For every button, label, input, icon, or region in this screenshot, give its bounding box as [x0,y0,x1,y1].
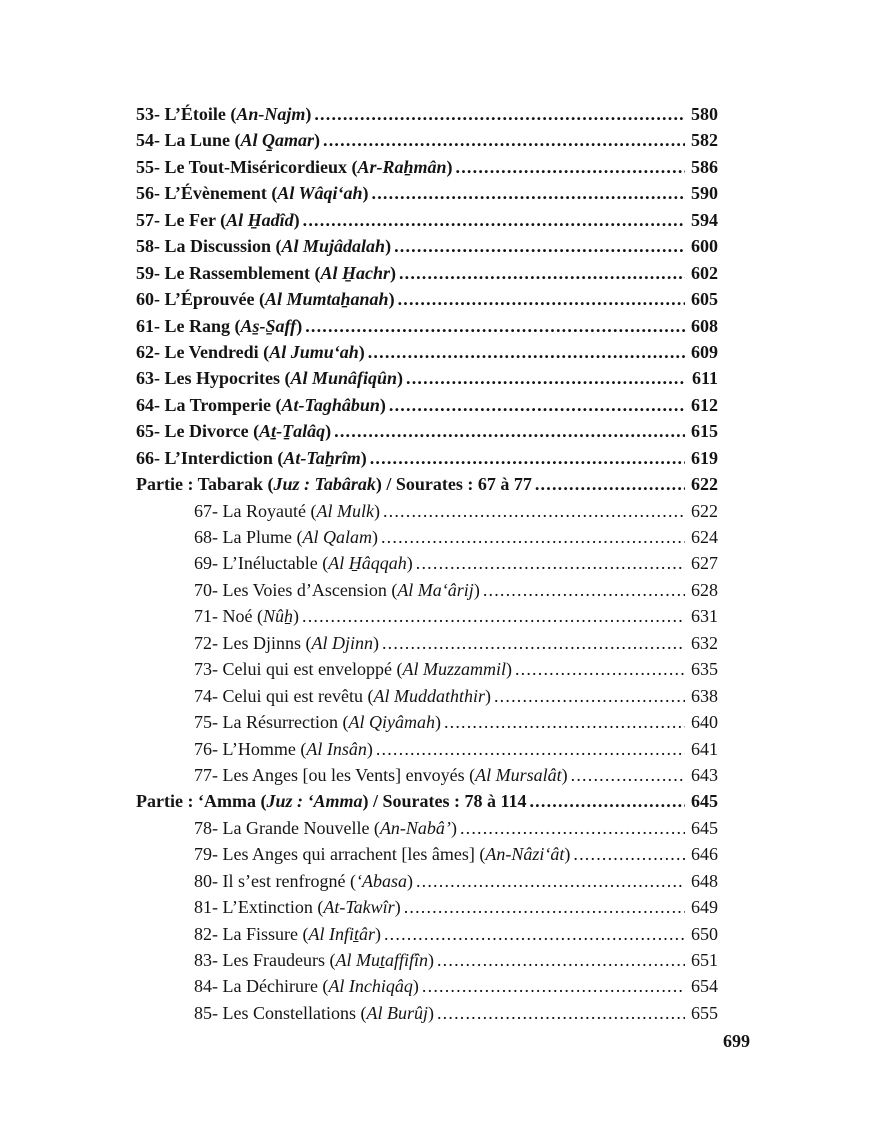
dot-leader [573,841,685,867]
toc-entry [136,524,718,550]
toc-entry-title [194,868,413,894]
dot-leader [399,260,685,286]
toc-entry-title [194,736,373,762]
toc-entry-title [136,180,369,206]
toc-entry-arabic-name: As̱-S̱aff [240,315,297,336]
toc-entry-title [136,392,386,418]
toc-entry [136,921,718,947]
toc-entry-page: 632 [691,632,718,653]
toc-entry-title [194,577,480,603]
toc-entry-title [194,550,413,576]
toc-entry-arabic-name: Al Qalam [302,527,372,547]
toc-entry-title [136,101,311,127]
dot-leader [372,180,685,206]
toc-entry [136,841,718,867]
toc-entry [136,207,718,233]
toc-entry-french-title: 66- L’Interdiction ( [136,447,284,468]
toc-entry-title-suffix: ) [372,632,379,653]
toc-entry [136,762,718,788]
dot-leader [444,709,685,735]
dot-leader [384,921,685,947]
toc-entry-page: 582 [691,130,718,151]
toc-entry-title-suffix: ) [296,315,303,336]
toc-entry-title-suffix: ) [450,817,457,838]
toc-entry-french-title: 69- L’Inéluctable ( [194,553,329,574]
toc-entry-title-suffix: ) [362,183,369,204]
toc-entry-title-suffix: ) [305,104,312,124]
toc-entry-arabic-name: At-Taghâbun [281,394,380,415]
toc-entry-french-title: 58- La Discussion ( [136,236,282,257]
toc-entry-title-suffix: ) [505,659,512,680]
dot-leader [456,154,685,180]
toc-entry-title-suffix: ) [484,685,491,706]
dot-leader [303,207,685,233]
toc-entry-arabic-name: At-Taẖrîm [283,447,361,468]
toc-entry-arabic-name: Al Insân [306,738,367,759]
toc-entry-title-suffix: ) [388,289,395,310]
toc-entry-french-title: 70- Les Voies d’Ascension ( [194,579,398,600]
toc-entry-title-suffix: ) [427,950,434,970]
dot-leader [381,524,685,550]
toc-entry-page: 586 [691,156,718,177]
toc-entry-page: 608 [691,315,718,336]
toc-entry-arabic-name: Al Muṯaffifîn [335,950,428,970]
toc-entry-page: 641 [691,738,718,759]
toc-entry-arabic-name: Al H̱achr [320,262,390,283]
toc-entry-french-title: 59- Le Rassemblement ( [136,262,321,283]
toc-entry-page: 622 [691,474,718,495]
toc-entry [136,815,718,841]
toc-entry [136,365,718,391]
toc-entry-french-title: 73- Celui qui est enveloppé ( [194,659,403,680]
toc-entry-title-suffix: ) [446,156,453,177]
toc-entry-title [136,207,300,233]
toc-entry-french-title: 54- La Lune ( [136,130,241,151]
toc-entry-title [194,841,570,867]
dot-leader [535,471,685,497]
dot-leader [529,788,685,814]
page-footer-number: 699 [723,1031,750,1051]
toc-entry [136,603,718,629]
toc-entry-arabic-name: Al Munâfiqûn [290,368,398,389]
toc-entry-arabic-name: Al Wâqi‘ah [277,183,363,204]
toc-entry [136,154,718,180]
toc-entry-title-suffix: ) [412,976,419,997]
toc-entry [136,471,718,497]
toc-entry-page: 649 [691,897,718,918]
toc-entry-arabic-name: Al Mursalât [475,764,562,785]
toc-entry-french-title: 68- La Plume ( [194,527,303,547]
toc-entry-arabic-name: Al Djinn [311,632,373,653]
toc-entry-title-suffix: ) [358,341,365,362]
toc-entry-title-suffix: ) [373,500,380,521]
dot-leader [416,868,685,894]
toc-entry-arabic-name: Al Q̱amar [240,130,315,151]
toc-entry-french-title: 76- L’Homme ( [194,738,307,759]
toc-entry [136,418,718,444]
dot-leader [404,894,685,920]
toc-entry [136,1000,718,1026]
dot-leader [376,736,685,762]
toc-entry-page: 654 [691,976,718,997]
toc-entry-title [194,762,568,788]
toc-entry-title-suffix: ) [371,527,378,547]
toc-entry-page: 622 [691,500,718,521]
toc-entry-page: 651 [691,950,718,970]
toc-entry [136,577,718,603]
dot-leader [460,815,685,841]
toc-entry [136,683,718,709]
toc-entry-french-title: 67- La Royauté ( [194,500,317,521]
toc-entry [136,233,718,259]
toc-entry-title-suffix: ) [561,764,568,785]
toc-entry [136,868,718,894]
toc-entry-page: 615 [691,421,718,442]
toc-entry-french-title: 74- Celui qui est revêtu ( [194,685,374,706]
dot-leader [437,1000,685,1026]
toc-entry-page: 640 [691,712,718,733]
toc-entry [136,339,718,365]
toc-entry-arabic-name: Al Mujâdalah [281,236,386,257]
toc-entry-french-title: 75- La Résurrection ( [194,712,349,733]
toc-entry [136,313,718,339]
toc-entry-title-suffix: ) [374,923,381,944]
toc-entry-title-suffix: ) [434,712,441,733]
dot-leader [368,339,685,365]
toc-entry-title [136,260,396,286]
toc-entry [136,286,718,312]
toc-entry [136,947,718,973]
toc-entry-french-title: 62- Le Vendredi ( [136,341,270,362]
toc-entry-french-title: 65- Le Divorce ( [136,421,260,442]
toc-entry [136,709,718,735]
toc-entry-french-title: 84- La Déchirure ( [194,976,329,997]
toc-entry-page: 627 [691,553,718,574]
toc-entry-title-suffix: ) [406,870,413,891]
toc-entry-arabic-name: Juz : Tabârak [273,474,376,495]
dot-leader [323,127,685,153]
toc-entry-title [136,471,532,497]
toc-entry-french-title: 55- Le Tout-Miséricordieux ( [136,156,358,177]
dot-leader [314,101,685,127]
toc-entry-page: 624 [691,527,718,547]
toc-entry-french-title: 56- L’Évènement ( [136,183,278,204]
dot-leader [389,392,685,418]
toc-entry-title [136,127,320,153]
toc-entry-french-title: 85- Les Constellations ( [194,1002,367,1023]
dot-leader [406,365,686,391]
toc-entry-title [194,947,434,973]
dot-leader [394,233,685,259]
toc-entry-arabic-name: Al H̱âqqah [328,553,407,574]
toc-entry [136,973,718,999]
toc-entry [136,498,718,524]
toc-entry-title [136,365,403,391]
toc-entry-arabic-name: Nûẖ [262,606,293,627]
toc-entry-french-title: Partie : ‘Amma ( [136,791,267,812]
toc-entry-page: 611 [691,368,718,389]
dot-leader [515,656,685,682]
toc-entry-title-suffix: ) [397,368,404,389]
toc-entry-arabic-name: Ar-Raẖmân [357,156,447,177]
toc-entry-page: 645 [691,817,718,838]
toc-entry-title [194,498,380,524]
toc-entry-page: 612 [691,394,718,415]
toc-entry-title-suffix: ) [314,130,321,151]
toc-entry-french-title: 71- Noé ( [194,606,263,627]
dot-leader [334,418,685,444]
toc-entry-arabic-name: Juz : ‘Amma [266,791,363,812]
toc-entry-title [136,445,367,471]
toc-entry-page: 602 [691,262,718,283]
toc-entry [136,445,718,471]
toc-entry-title-suffix: ) [293,606,299,627]
toc-entry-title-suffix: ) [360,447,367,468]
toc-entry [136,736,718,762]
toc-entry-french-title: 80- Il s’est renfrogné ( [194,870,356,891]
dot-leader [422,973,685,999]
toc-entry-page: 605 [691,289,718,310]
toc-entry [136,788,718,814]
toc-entry-french-title: Partie : Tabarak ( [136,474,274,495]
toc-entry-french-title: 53- L’Étoile ( [136,104,237,124]
toc-entry-french-title: 72- Les Djinns ( [194,632,312,653]
toc-entry-page: 594 [691,209,718,230]
toc-entry-page: 646 [691,844,718,865]
toc-entry [136,894,718,920]
toc-entry-title-suffix: ) [293,209,300,230]
toc-entry-title-suffix: ) / Sourates : 67 à 77 [375,474,532,495]
toc-entry [136,656,718,682]
toc-entry-title [136,154,453,180]
toc-entry-page: 650 [691,923,718,944]
dot-leader [416,550,685,576]
dot-leader [494,683,685,709]
toc-entry [136,550,718,576]
toc-entry-page: 638 [691,685,718,706]
toc-entry [136,392,718,418]
toc-entry-title [136,788,526,814]
toc-entry-french-title: 83- Les Fraudeurs ( [194,950,336,970]
toc-entry-french-title: 60- L’Éprouvée ( [136,289,266,310]
toc-entry-french-title: 57- Le Fer ( [136,209,227,230]
toc-entry-arabic-name: At-Takwîr [323,897,395,918]
dot-leader [382,630,685,656]
toc-entry-title [136,418,331,444]
toc-entry-page: 600 [691,236,718,257]
toc-entry-arabic-name: Al Burûj [366,1002,428,1023]
toc-entry-arabic-name: Al Muddaththir [373,685,485,706]
dot-leader [571,762,685,788]
toc-entry-arabic-name: ‘Abasa [355,870,407,891]
dot-leader [305,313,685,339]
toc-entry-page: 643 [691,764,718,785]
toc-entry-title [194,524,378,550]
dot-leader [302,603,685,629]
toc-entry-title [194,683,491,709]
toc-entry-title-suffix: ) [366,738,373,759]
toc-entry-title-suffix: ) [379,394,386,415]
toc-entry-french-title: 79- Les Anges qui arrachent [les âmes] ( [194,844,486,865]
toc-entry-page: 655 [691,1002,718,1023]
toc-entry-arabic-name: Al H̱adîd [226,209,294,230]
toc-entry-arabic-name: Al Qiyâmah [348,712,435,733]
toc-entry-arabic-name: Aṯ-Ṯalâq [259,421,326,442]
toc-entry-title [194,603,299,629]
toc-entry [136,260,718,286]
toc-entry-title [136,339,365,365]
toc-entry [136,127,718,153]
dot-leader [483,577,685,603]
toc-entry-title [136,286,395,312]
toc-entry-french-title: 61- Le Rang ( [136,315,241,336]
toc-entry-title-suffix: ) [473,579,480,600]
toc-entry-title-suffix: ) [427,1002,434,1023]
toc-entry-page: 609 [691,341,718,362]
toc-entry-arabic-name: Al Mumtaẖanah [265,289,389,310]
toc-entry-title [194,921,381,947]
toc-entry [136,630,718,656]
toc-entry-page: 619 [691,447,718,468]
toc-entry-french-title: 78- La Grande Nouvelle ( [194,817,380,838]
toc-entry-page: 628 [691,579,718,600]
toc-entry-arabic-name: An-Najm [236,104,306,124]
toc-entry-title-suffix: ) [564,844,571,865]
toc-entry-french-title: 82- La Fissure ( [194,923,309,944]
dot-leader [383,498,685,524]
toc-entry-french-title: 77- Les Anges [ou les Vents] envoyés ( [194,764,476,785]
toc-entry-arabic-name: Al Jumu‘ah [269,341,359,362]
toc-entry-page: 635 [691,659,718,680]
toc-entry-title [136,313,302,339]
toc-entry-arabic-name: Al Mulk [316,500,374,521]
toc-entry-title-suffix: ) [406,553,413,574]
toc-entry-page: 590 [691,183,718,204]
toc-entry-title [194,709,441,735]
toc-entry-title [194,973,419,999]
table-of-contents [136,101,718,1026]
dot-leader [437,947,685,973]
toc-entry-title-suffix: ) [325,421,332,442]
toc-entry-arabic-name: An-Nabâ’ [379,817,451,838]
toc-entry-title-suffix: ) [389,262,396,283]
toc-entry-title-suffix: ) / Sourates : 78 à 114 [362,791,527,812]
toc-entry-title-suffix: ) [385,236,392,257]
toc-entry-french-title: 81- L’Extinction ( [194,897,324,918]
toc-entry-french-title: 63- Les Hypocrites ( [136,368,291,389]
toc-entry-title [194,815,457,841]
toc-entry-page: 580 [691,104,718,124]
toc-entry-arabic-name: Al Inchiqâq [328,976,413,997]
dot-leader [398,286,685,312]
toc-entry-title-suffix: ) [394,897,401,918]
toc-entry-arabic-name: Al Infiṯâr [308,923,375,944]
toc-entry-page: 648 [691,870,718,891]
dot-leader [370,445,685,471]
toc-entry-page: 631 [691,606,718,627]
toc-entry-title [194,894,401,920]
toc-entry-page: 645 [691,791,718,812]
toc-entry-title [194,1000,434,1026]
toc-entry [136,180,718,206]
toc-entry-title [194,656,512,682]
toc-entry-arabic-name: An-Nâzi‘ât [485,844,565,865]
toc-entry-title [136,233,391,259]
toc-entry-french-title: 64- La Tromperie ( [136,394,282,415]
toc-entry-title [194,630,379,656]
toc-entry [136,101,718,127]
toc-entry-arabic-name: Al Ma‘ârij [397,579,474,600]
toc-entry-arabic-name: Al Muzzammil [402,659,506,680]
